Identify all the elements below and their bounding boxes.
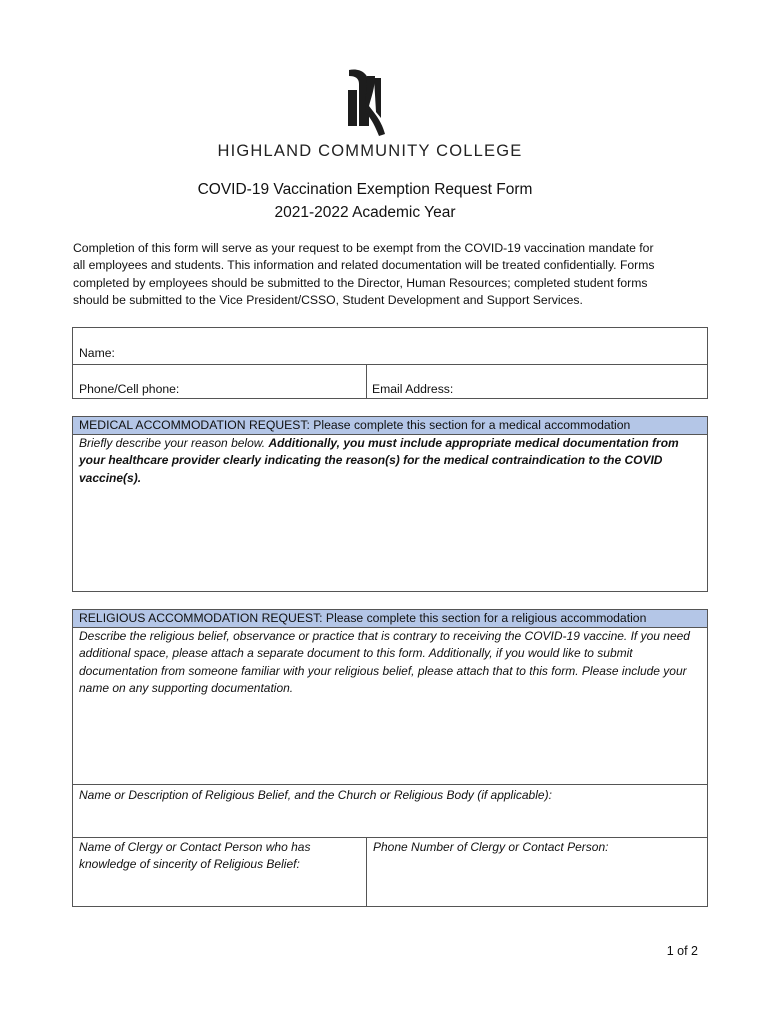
divider bbox=[366, 837, 367, 907]
intro-paragraph bbox=[73, 240, 698, 309]
religious-belief-field[interactable]: Name or Description of Religious Belief, and the Church or Religious Body (if applicable): bbox=[79, 788, 552, 802]
medical-instructions: Briefly describe your reason below. bbox=[79, 436, 269, 450]
medical-section-header: MEDICAL ACCOMMODATION REQUEST: Please complete this section for a medical accommodation bbox=[73, 417, 707, 434]
divider bbox=[72, 364, 708, 365]
intro-line: Completion of this form will serve as your request to be exempt from the COVID-19 vaccination mandate for bbox=[73, 241, 654, 255]
phone-field[interactable]: Phone/Cell phone: bbox=[79, 382, 180, 396]
academic-year: 2021-2022 Academic Year bbox=[274, 204, 456, 221]
email-field[interactable]: Email Address: bbox=[372, 382, 454, 396]
divider bbox=[366, 364, 367, 399]
form-title: COVID-19 Vaccination Exemption Request Form bbox=[197, 181, 533, 198]
college-name: HIGHLAND COMMUNITY COLLEGE bbox=[217, 142, 523, 160]
highland-n-logo-icon bbox=[345, 68, 387, 138]
intro-line: completed by employees should be submitted to the Director, Human Resources; completed student forms bbox=[73, 275, 648, 290]
divider bbox=[72, 784, 708, 785]
religious-description-field[interactable]: Describe the religious belief, observance or practice that is contrary to receiving the COVID-19 vaccine. If you need additional space, please attach a separate document to this form. Additionally, if you would like to submit documentation from someone familiar with your religious belief, please attach that to this form. Please include your name on any supporting documentation. bbox=[79, 629, 690, 695]
name-field[interactable]: Name: bbox=[79, 346, 115, 360]
page-number: 1 of 2 bbox=[666, 944, 698, 958]
intro-line: should be submitted to the Vice President/CSSO, Student Development and Support Services. bbox=[73, 292, 583, 307]
college-logo bbox=[200, 62, 540, 166]
religious-section-header: RELIGIOUS ACCOMMODATION REQUEST: Please complete this section for a religious accommodation bbox=[73, 610, 707, 627]
clergy-name-field[interactable]: Name of Clergy or Contact Person who has knowledge of sincerity of Religious Belief: bbox=[79, 840, 311, 872]
medical-documentation-requirement: Additionally, you must include appropriate medical documentation from your healthcare provider clearly indicating the reason(s) for the medical contraindication to the COVID vaccine(s). bbox=[79, 436, 679, 485]
intro-line: all employees and students. This information and related documentation will be treated confidentially. Forms bbox=[73, 258, 655, 273]
medical-response-field[interactable] bbox=[79, 435, 701, 487]
clergy-phone-field[interactable]: Phone Number of Clergy or Contact Person: bbox=[373, 840, 609, 854]
divider bbox=[72, 837, 708, 838]
